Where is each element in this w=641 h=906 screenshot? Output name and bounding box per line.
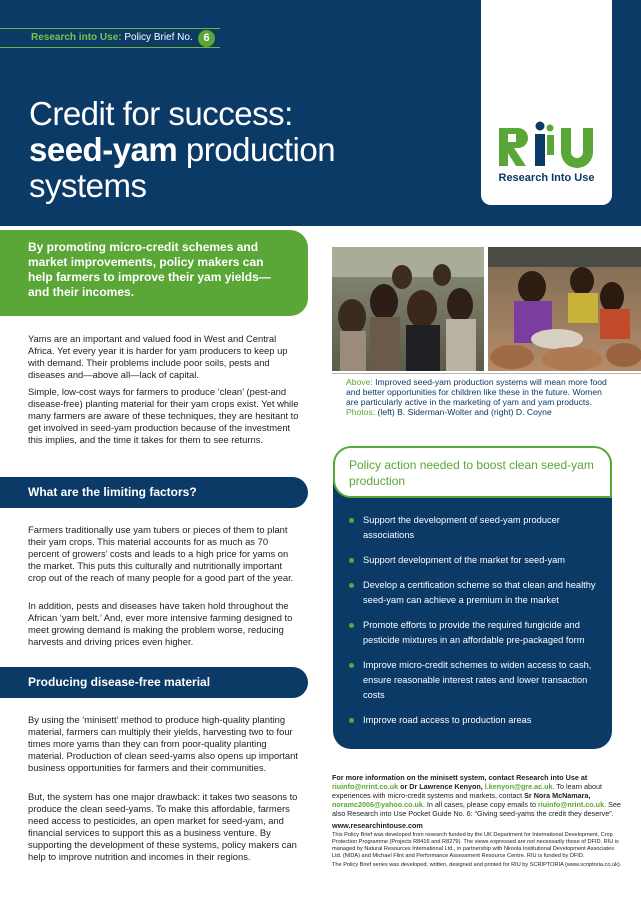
- policy-item: [349, 658, 601, 703]
- caption-photos-label: Photos:: [346, 407, 376, 417]
- header-banner: [0, 0, 641, 226]
- contact-paragraph: [332, 773, 622, 818]
- brief-number-badge: 6: [198, 30, 215, 47]
- bullet-icon: [349, 583, 354, 588]
- contact-name-2: Dr Lawrence Kenyon,: [409, 782, 483, 791]
- policy-item-text: Improve micro-credit schemes to widen access to cash, ensure reasonable interest rates and lower transaction costs: [363, 660, 592, 700]
- section-title: What are the limiting factors?: [28, 485, 197, 499]
- policy-item: [349, 578, 601, 608]
- title-bold: seed-yam: [29, 131, 178, 168]
- series-label-primary: Research into Use:: [31, 32, 122, 43]
- photo-children-and-market: [332, 247, 641, 371]
- email-link-2[interactable]: l.kenyon@gre.ac.uk: [484, 782, 553, 791]
- credits-note: The Policy Brief series was developed, written, designed and printed for RIU by SCRIPTORIA (www.scriptoria.co.uk).: [332, 862, 622, 868]
- policy-action-title: Policy action needed to boost clean seed-yam production: [349, 458, 594, 488]
- body-paragraph-3: Farmers traditionally use yam tubers or pieces of them to plant their yam crops. This material accounts for as much as 70 percent of growers’ costs and leads to a high price for yams on the market. This puts this culturally and nutritionally important crop out of the reach of many people for a good part of the year.: [28, 524, 294, 583]
- bullet-icon: [349, 663, 354, 668]
- bullet-icon: [349, 718, 354, 723]
- riu-logo: [481, 0, 612, 205]
- series-label-secondary: Policy Brief No.: [124, 32, 193, 43]
- body-paragraph-6: But, the system has one major drawback: it takes two seasons to produce the clean seed-yams. To make this affordable, farmers need access to pesticides, an open market for seed-yam, and financial services to support this as a business venture. By supporting the development of these systems, policy makers can help to improve nutrition and incomes in their regions.: [28, 791, 298, 862]
- policy-item: [349, 618, 601, 648]
- contact-name-3: Sr Nora McNamara,: [524, 791, 591, 800]
- policy-item: [349, 713, 601, 728]
- caption-divider: [332, 373, 641, 374]
- photo-caption: [346, 377, 616, 417]
- section-heading-limiting-factors: [0, 477, 308, 508]
- policy-action-list: [349, 513, 601, 738]
- body-paragraph-4: In addition, pests and diseases have taken hold throughout the African ‘yam belt.’ And, ever more intensive farming designed to meet growing demand is making the problem worse, reducing harvests and driving prices even higher.: [28, 600, 293, 647]
- contact-line-2: . To learn about experiences with micro-credit systems and markets, contact: [332, 782, 602, 800]
- series-bar: [0, 28, 220, 48]
- policy-item-text: Improve road access to production areas: [363, 715, 532, 725]
- body-paragraph-5: By using the ‘minisett’ method to produce high-quality planting material, farmers can multiply their yields, harvesting two to four times more yams than they can from poor-quality planting material. Production of clean seed-yams also opens up important business opportunities for farmers and their communities.: [28, 714, 298, 773]
- policy-item: [349, 553, 601, 568]
- more-info-block: [332, 773, 622, 871]
- email-link-3[interactable]: noramc2006@yahoo.co.uk: [332, 800, 423, 809]
- title-line-2-rest: production: [177, 131, 336, 168]
- funding-note: This Policy Brief was developed from research funded by the UK Department for International Development, Crop Protection Programme (Projects R8416 and R8279). The views expressed are not necessarily those of DFID. RIU is managed by Natural Resources International Ltd., in partnership with Nkoola Institutional Development Associates Ltd. (NIDA) and Michael Flint and Performance Assessment Resource Centre. RIU is funded by DFID.: [332, 832, 619, 859]
- policy-item-text: Support the development of seed-yam producer associations: [363, 515, 560, 540]
- website-link[interactable]: www.researchintouse.com: [332, 821, 423, 830]
- riu-logo-mark: [495, 120, 599, 170]
- policy-item: [349, 513, 601, 543]
- email-link-1[interactable]: riuinfo@nrint.co.uk: [332, 782, 399, 791]
- body-paragraph-1: Yams are an important and valued food in West and Central Africa. Yet every year it is harder for yam producers to keep up with demand. Their problems include poor soils, pests and diseases and—above all—lack of capital.: [28, 333, 288, 380]
- title-line-3: systems: [29, 167, 147, 204]
- caption-lead: Above:: [346, 377, 373, 387]
- contact-line-3: . In all cases, please copy emails to: [422, 800, 536, 809]
- bullet-icon: [349, 518, 354, 523]
- bullet-icon: [349, 623, 354, 628]
- policy-item-text: Support development of the market for seed-yam: [363, 555, 566, 565]
- caption-credit: (left) B. Siderman-Wolter and (right) D. Coyne: [377, 407, 552, 417]
- page-title: [29, 96, 335, 204]
- intro-text: By promoting micro-credit schemes and market improvements, policy makers can help farmers to improve their yam yields—and their incomes.: [28, 240, 271, 299]
- section-title: Producing disease-free material: [28, 675, 211, 689]
- contact-line-1: For more information on the minisett system, contact Research into Use at: [332, 773, 588, 782]
- riu-logo-text: Research Into Use: [498, 172, 595, 184]
- title-line-1: Credit for success:: [29, 95, 293, 132]
- contact-or: or: [398, 782, 410, 791]
- intro-box: [0, 230, 308, 316]
- series-label: [31, 32, 193, 43]
- photo-illustration: [332, 247, 641, 371]
- email-link-4[interactable]: riuinfo@nrint.co.uk: [537, 800, 605, 809]
- policy-item-text: Develop a certification scheme so that clean and healthy seed-yam can achieve a premium in the market: [363, 580, 596, 605]
- policy-action-header: [333, 446, 612, 498]
- section-heading-disease-free: [0, 667, 308, 698]
- bullet-icon: [349, 558, 354, 563]
- contact-line-4: . See also Research into Use Pocket Guide No. 6: “Giving seed-yams the credit they deserve”.: [332, 800, 621, 818]
- caption-text: Improved seed-yam production systems will mean more food and better opportunities for children like these in the future. Women are particularly active in the marketing of yam and yam products.: [346, 377, 607, 407]
- policy-item-text: Promote efforts to provide the required fungicide and pesticide mixtures in an affordable pre-packaged form: [363, 620, 585, 645]
- body-paragraph-2: Simple, low-cost ways for farmers to produce ‘clean’ (pest-and disease-free) planting material for their yam crops exist. Yet while many farmers are aware of these techniques, they are hesitant to get involved in seed-yam production because of the investment this implies, and the time it takes for them to see returns.: [28, 386, 299, 445]
